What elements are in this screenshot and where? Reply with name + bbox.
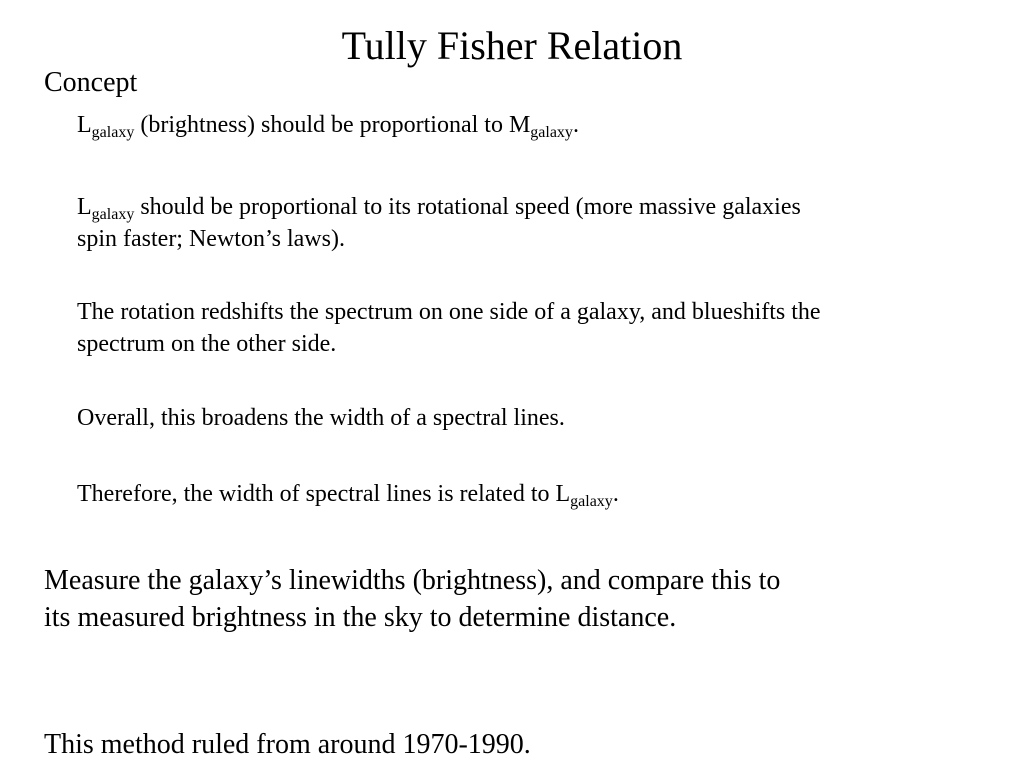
concept-heading: Concept	[44, 67, 138, 98]
subscript: galaxy	[570, 493, 613, 510]
text-run: Overall, this broadens the width of a spectral lines.	[77, 405, 565, 431]
text-run: L	[77, 112, 92, 138]
concept-item-rotational-speed	[77, 191, 837, 255]
main-item-method-era: This method ruled from around 1970-1990.	[44, 729, 531, 760]
text-run: Therefore, the width of spectral lines is related to L	[77, 481, 571, 507]
text-run: .	[572, 112, 579, 138]
concept-item-luminosity-mass	[77, 109, 837, 141]
text-run: should be proportional to its rotational speed (more massive galaxies spin faster; Newton’s laws).	[77, 194, 801, 252]
concept-item-line-broadening	[77, 402, 837, 434]
text-run: (brightness) should be proportional to M	[134, 112, 531, 138]
main-item-measure-distance: Measure the galaxy’s linewidths (brightness), and compare this to its measured brightness in the sky to determine distance.	[44, 565, 781, 633]
text-run: L	[77, 194, 92, 220]
concept-item-linewidth-luminosity	[77, 478, 837, 510]
slide-title: Tully Fisher Relation	[341, 23, 683, 68]
subscript: galaxy	[91, 124, 135, 141]
concept-item-redshift-blueshift	[77, 296, 837, 360]
text-run: The rotation redshifts the spectrum on one side of a galaxy, and blueshifts the spectrum on the other side.	[77, 299, 821, 357]
text-run: .	[612, 481, 619, 507]
subscript: galaxy	[530, 124, 573, 141]
subscript: galaxy	[91, 206, 135, 223]
